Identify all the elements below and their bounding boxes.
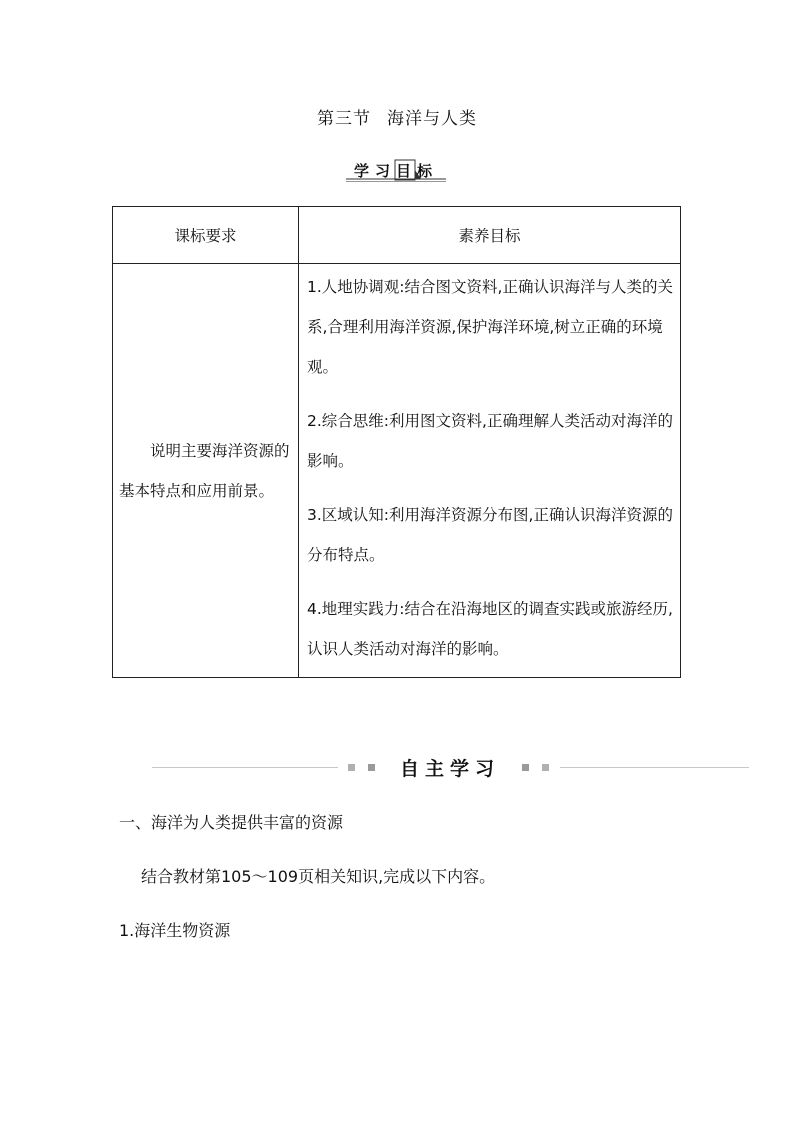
header-curriculum-requirement: 课标要求 [113, 207, 299, 264]
section-heading: 一、海洋为人类提供丰富的资源 [119, 813, 344, 832]
objective-item: 4.地理实践力:结合在沿海地区的调查实践或旅游经历,认识人类活动对海洋的影响。 [307, 600, 673, 658]
badge-label: 学习目标 [353, 162, 438, 180]
objective-item: 3.区域认知:利用海洋资源分布图,正确认识海洋资源的分布特点。 [307, 506, 673, 564]
divider-square-icon [522, 764, 529, 771]
objective-item: 2.综合思维:利用图文资料,正确理解人类活动对海洋的影响。 [307, 412, 673, 470]
subheading: 1.海洋生物资源 [119, 921, 231, 940]
instruction-text: 结合教材第105～109页相关知识,完成以下内容。 [141, 867, 496, 886]
divider-square-icon [348, 764, 355, 771]
divider-square-icon [542, 764, 549, 771]
section-number: 第三节 [317, 109, 371, 129]
section-title [0, 104, 794, 129]
table-row [113, 264, 681, 678]
table-header-row [113, 207, 681, 264]
divider-line-right [560, 767, 749, 768]
requirement-text: 说明主要海洋资源的基本特点和应用前景。 [119, 441, 290, 500]
divider-square-icon [368, 764, 375, 771]
header-literacy-objectives: 素养目标 [299, 207, 681, 264]
section-name: 海洋与人类 [387, 109, 477, 129]
self-study-title: 自主学习 [399, 758, 500, 780]
requirement-cell [113, 264, 299, 678]
goals-table [112, 206, 681, 678]
learning-goals-badge [346, 157, 446, 183]
objective-item: 1.人地协调观:结合图文资料,正确认识海洋与人类的关系,合理利用海洋资源,保护海洋环境,树立正确的环境观。 [307, 278, 673, 376]
divider-line-left [152, 767, 338, 768]
objectives-cell [299, 264, 681, 678]
